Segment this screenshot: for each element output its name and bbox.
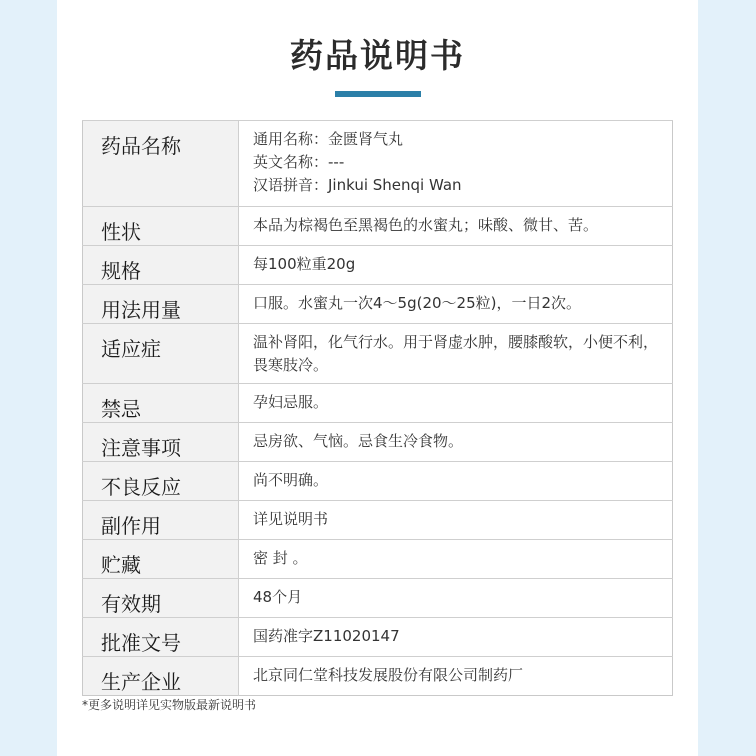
- row-label: 批准文号: [83, 618, 239, 657]
- row-value: 温补肾阳，化气行水。用于肾虚水肿，腰膝酸软，小便不利，畏寒肢冷。: [239, 324, 673, 384]
- row-label: 规格: [83, 246, 239, 285]
- pinyin-name: 汉语拼音：Jinkui Shenqi Wan: [253, 176, 462, 194]
- instruction-card: [57, 0, 698, 756]
- row-label: 用法用量: [83, 285, 239, 324]
- row-value: 国药准字Z11020147: [239, 618, 673, 657]
- row-label: 不良反应: [83, 462, 239, 501]
- row-label: 药品名称: [83, 121, 239, 207]
- table-row-dosage: [83, 285, 673, 324]
- row-label: 贮藏: [83, 540, 239, 579]
- table-row-approval: [83, 618, 673, 657]
- table-row-adverse: [83, 462, 673, 501]
- spec-table: [82, 120, 673, 696]
- row-label: 适应症: [83, 324, 239, 384]
- row-value: 本品为棕褐色至黑褐色的水蜜丸；味酸、微甘、苦。: [239, 207, 673, 246]
- table-row-name: [83, 121, 673, 207]
- table-row-side-effects: [83, 501, 673, 540]
- row-value: 北京同仁堂科技发展股份有限公司制药厂: [239, 657, 673, 696]
- table-row-spec: [83, 246, 673, 285]
- table-row-manufacturer: [83, 657, 673, 696]
- row-label: 有效期: [83, 579, 239, 618]
- table-row-indication: [83, 324, 673, 384]
- row-value: 忌房欲、气恼。忌食生冷食物。: [239, 423, 673, 462]
- english-name: 英文名称：---: [253, 153, 345, 171]
- row-value: 每100粒重20g: [239, 246, 673, 285]
- table-row-storage: [83, 540, 673, 579]
- row-label: 生产企业: [83, 657, 239, 696]
- row-label: 副作用: [83, 501, 239, 540]
- table-row-contraindication: [83, 384, 673, 423]
- row-value: 密 封 。: [239, 540, 673, 579]
- row-value: 口服。水蜜丸一次4～5g(20～25粒)，一日2次。: [239, 285, 673, 324]
- page-title: 药品说明书: [290, 36, 465, 75]
- table-row-character: [83, 207, 673, 246]
- footnote: *更多说明详见实物版最新说明书: [82, 698, 257, 712]
- generic-name: 通用名称：金匮肾气丸: [253, 130, 404, 148]
- row-value: 48个月: [239, 579, 673, 618]
- title-underline: [335, 91, 421, 97]
- row-value: 尚不明确。: [239, 462, 673, 501]
- row-value: 孕妇忌服。: [239, 384, 673, 423]
- row-label: 注意事项: [83, 423, 239, 462]
- table-row-precautions: [83, 423, 673, 462]
- row-value: 详见说明书: [239, 501, 673, 540]
- row-label: 性状: [83, 207, 239, 246]
- row-label: 禁忌: [83, 384, 239, 423]
- table-row-shelf-life: [83, 579, 673, 618]
- row-value: [239, 121, 673, 207]
